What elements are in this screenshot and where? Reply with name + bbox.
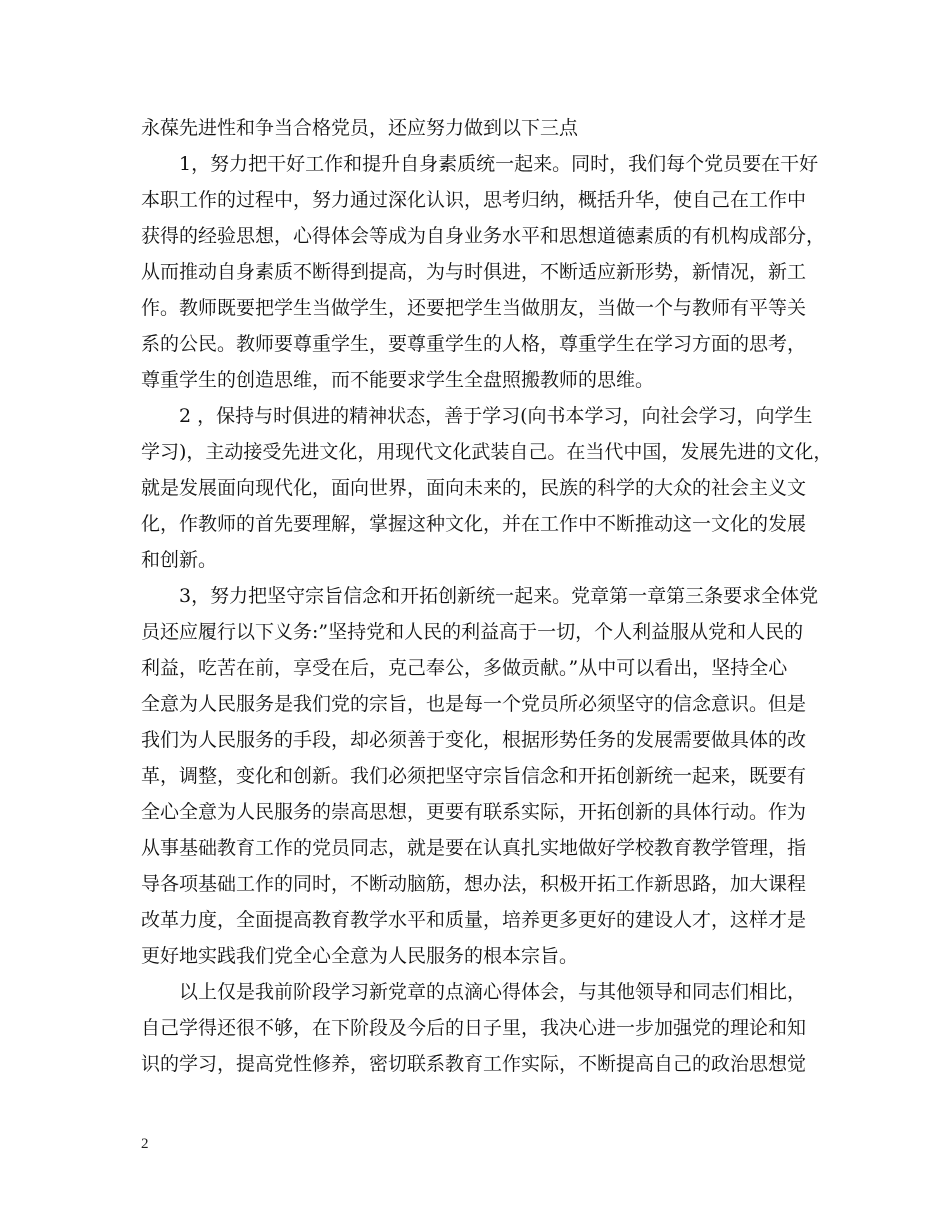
text-line: 我们为人民服务的手段，却必须善于变化，根据形势任务的发展需要做具体的改 (141, 729, 807, 751)
text-line: 就是发展面向现代化，面向世界，面向未来的，民族的科学的大众的社会主义文 (141, 477, 807, 499)
text-line: 作。教师既要把学生当做学生，还要把学生当做朋友，当做一个与教师有平等关 (141, 297, 807, 319)
text-line: 永葆先进性和争当合格党员，还应努力做到以下三点 (141, 117, 579, 139)
text-line: 学习)，主动接受先进文化，用现代文化武装自己。在当代中国，发展先进的文化， (141, 441, 833, 463)
text-line: 系的公民。教师要尊重学生，要尊重学生的人格，尊重学生在学习方面的思考， (141, 333, 807, 355)
text-line: 更好地实践我们党全心全意为人民服务的根本宗旨。 (141, 945, 579, 967)
text-line: 获得的经验思想，心得体会等成为自身业务水平和思想道德素质的有机构成部分， (141, 225, 826, 247)
text-line: 从而推动自身素质不断得到提高，为与时俱进，不断适应新形势，新情况，新工 (141, 261, 807, 283)
text-line: 识的学习，提高党性修养，密切联系教育工作实际，不断提高自己的政治思想觉 (141, 1053, 807, 1075)
text-line: 本职工作的过程中，努力通过深化认识，思考归纳，概括升华，使自己在工作中 (141, 189, 807, 211)
text-line: 1，努力把干好工作和提升自身素质统一起来。同时，我们每个党员要在干好 (141, 153, 819, 175)
text-line: 改革力度，全面提高教育教学水平和质量，培养更多更好的建设人才，这样才是 (141, 909, 807, 931)
text-line: 员还应履行以下义务:”坚持党和人民的利益高于一切，个人利益服从党和人民的 (141, 621, 804, 643)
text-line: 化，作教师的首先要理解，掌握这种文化，并在工作中不断推动这一文化的发展 (141, 513, 807, 535)
text-line: 革，调整，变化和创新。我们必须把坚守宗旨信念和开拓创新统一起来，既要有 (141, 765, 807, 787)
page-number: 2 (141, 1136, 149, 1152)
text-line: 利益，吃苦在前，享受在后，克己奉公，多做贡献。”从中可以看出，坚持全心 (141, 657, 788, 679)
text-line: 2 ，保持与时俱进的精神状态，善于学习(向书本学习，向社会学习，向学生 (141, 405, 813, 427)
body-text (141, 110, 831, 1082)
text-line: 以上仅是我前阶段学习新党章的点滴心得体会，与其他领导和同志们相比， (141, 981, 807, 1003)
text-line: 自己学得还很不够，在下阶段及今后的日子里，我决心进一步加强党的理论和知 (141, 1017, 807, 1039)
text-line: 从事基础教育工作的党员同志，就是要在认真扎实地做好学校教育教学管理，指 (141, 837, 807, 859)
text-line: 导各项基础工作的同时，不断动脑筋，想办法，积极开拓工作新思路，加大课程 (141, 873, 807, 895)
text-line: 尊重学生的创造思维，而不能要求学生全盘照搬教师的思维。 (141, 369, 655, 391)
text-line: 全意为人民服务是我们党的宗旨，也是每一个党员所必须坚守的信念意识。但是 (141, 693, 807, 715)
text-line: 全心全意为人民服务的崇高思想，更要有联系实际，开拓创新的具体行动。作为 (141, 801, 807, 823)
text-line: 和创新。 (141, 549, 218, 571)
text-line: 3，努力把坚守宗旨信念和开拓创新统一起来。党章第一章第三条要求全体党 (141, 585, 819, 607)
